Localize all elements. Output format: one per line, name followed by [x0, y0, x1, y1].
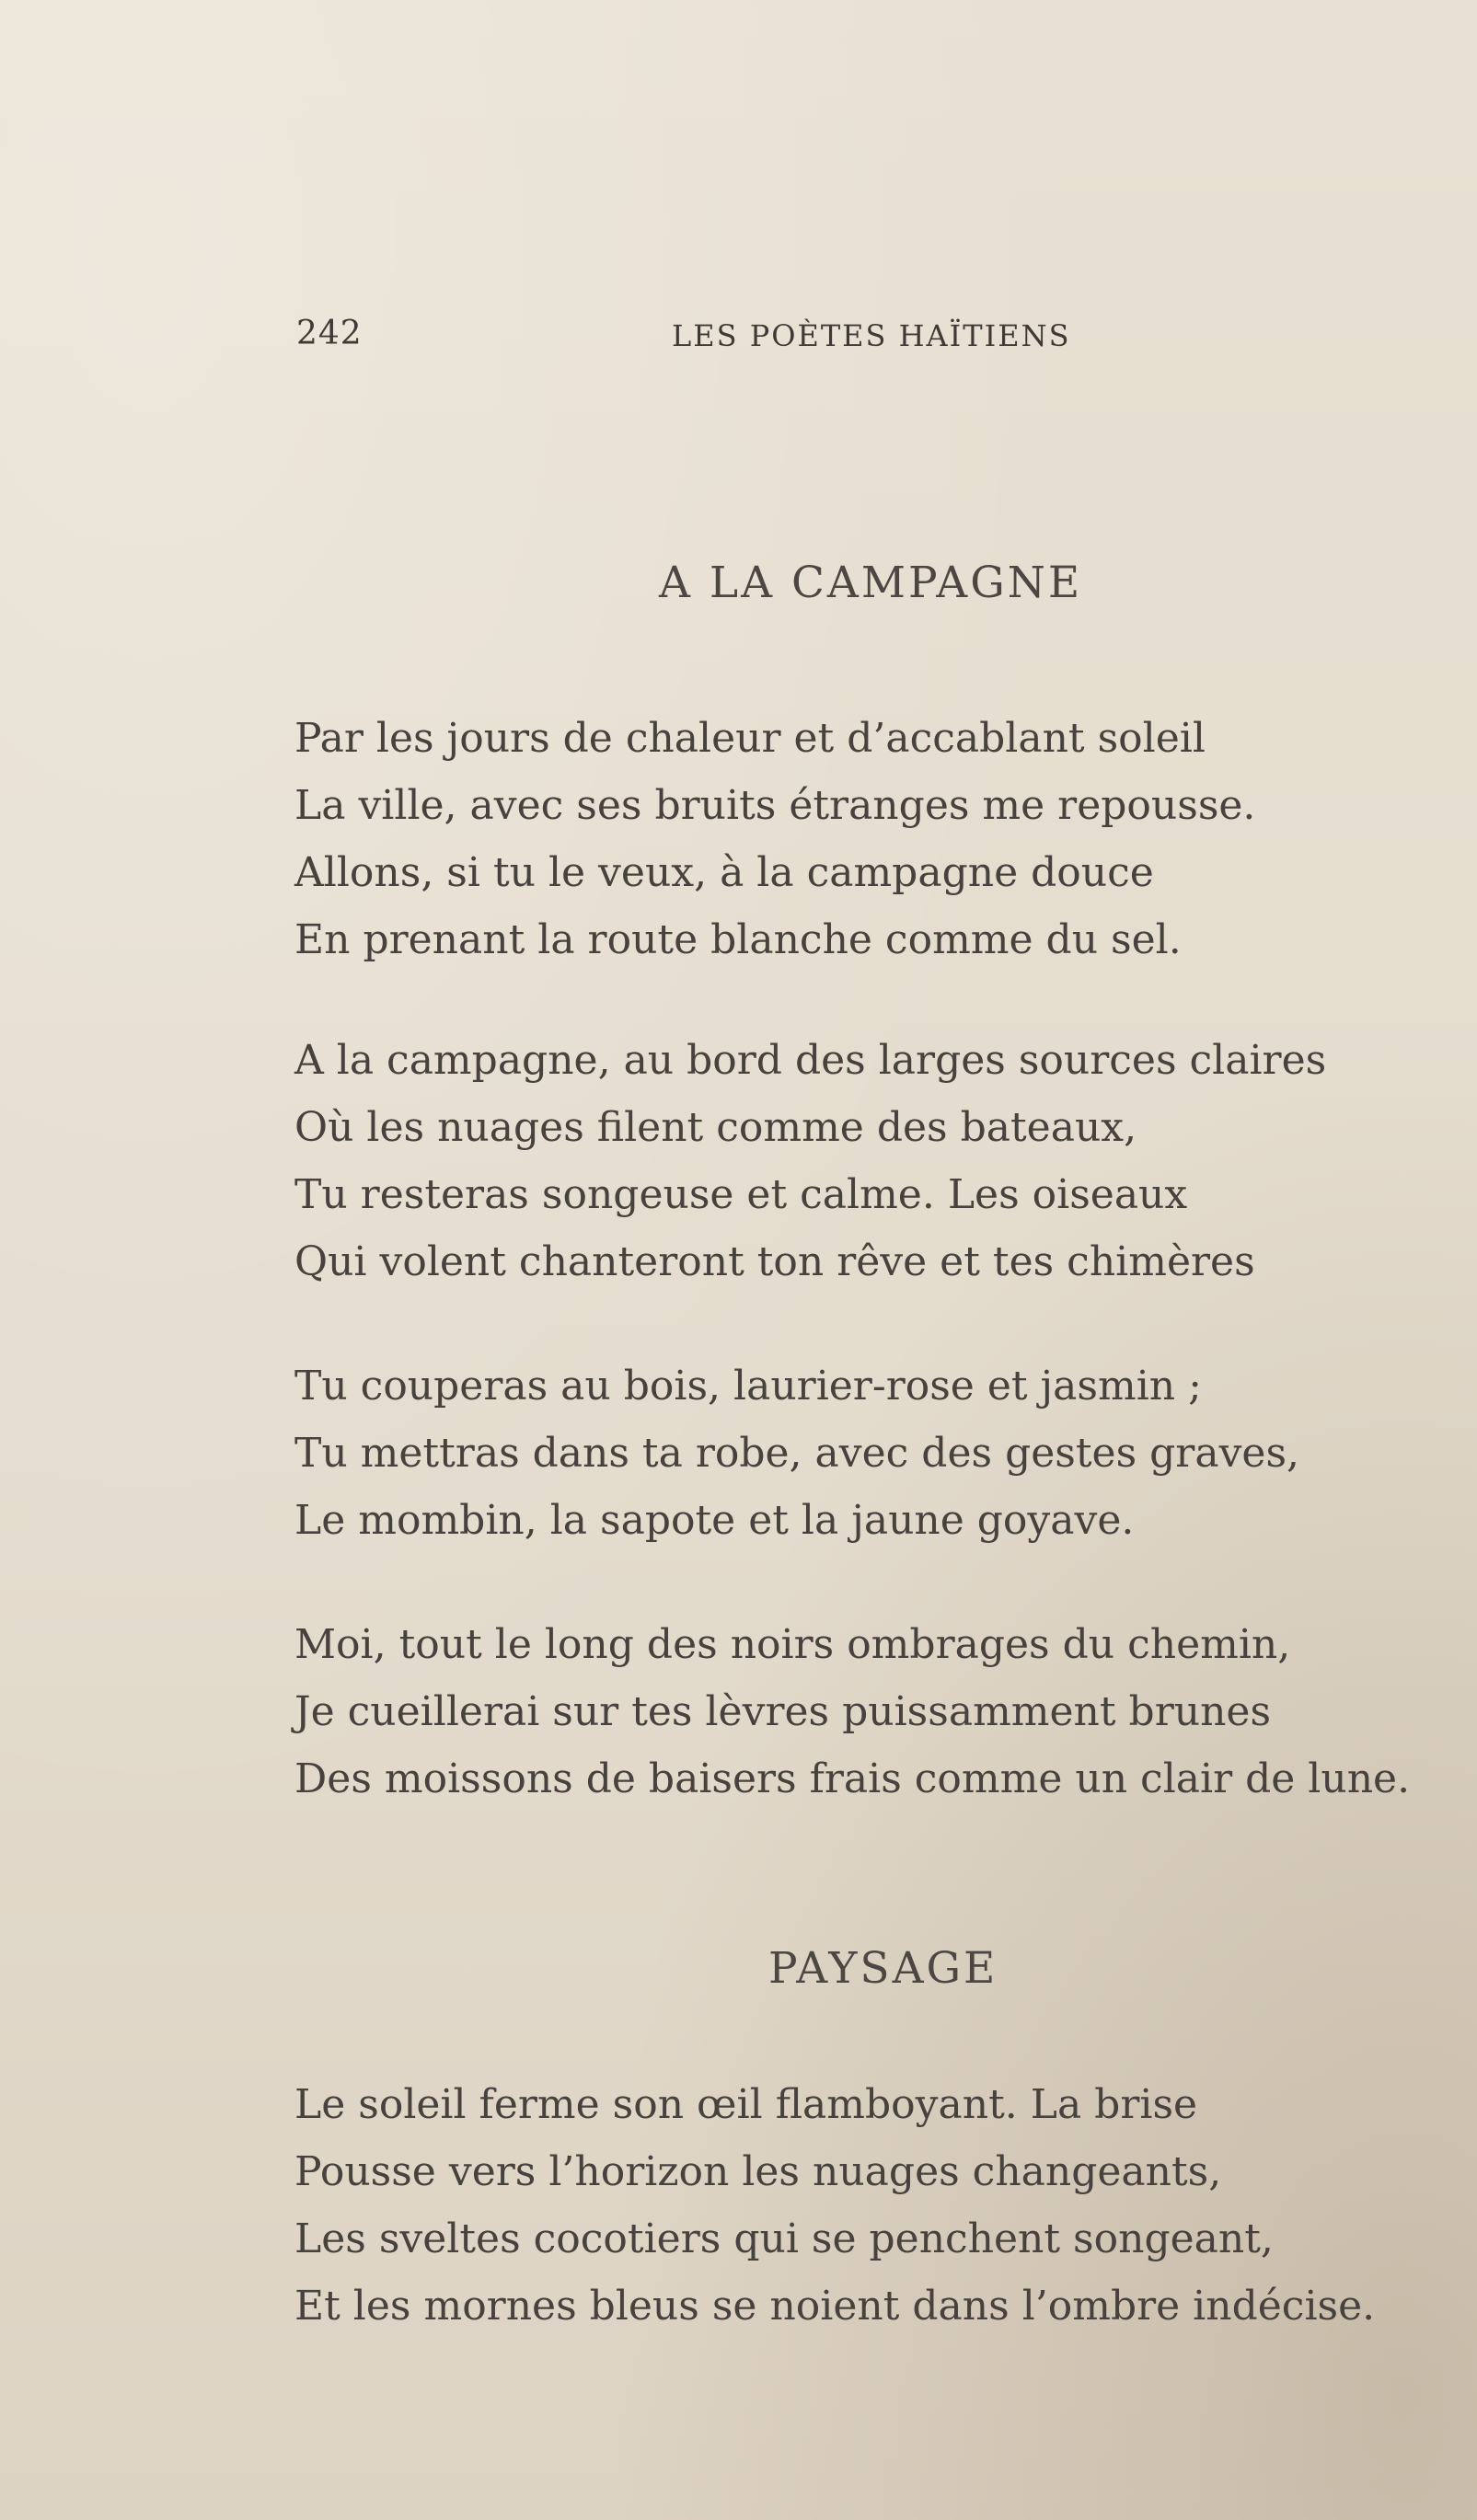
stanza: [294, 1027, 1436, 1295]
verse-line: Qui volent chanteront ton rêve et tes chimères: [294, 1238, 1255, 1285]
poem-title: A LA CAMPAGNE: [659, 558, 1083, 608]
verse-line: Le soleil ferme son œil flamboyant. La brise: [294, 2081, 1198, 2128]
verse-line: En prenant la route blanche comme du sel.: [294, 916, 1182, 963]
running-head: [0, 315, 1477, 361]
verse-line: Des moissons de baisers frais comme un clair de lune.: [294, 1755, 1411, 1802]
verse-line: Par les jours de chaleur et d’accablant soleil: [294, 715, 1206, 762]
running-title: LES POÈTES HAÏTIENS: [672, 318, 1071, 353]
verse-line: La ville, avec ses bruits étranges me repousse.: [294, 782, 1256, 829]
page-number: 242: [296, 315, 363, 352]
verse-line: Où les nuages filent comme des bateaux,: [294, 1104, 1137, 1151]
verse-line: A la campagne, au bord des larges sources claires: [294, 1037, 1327, 1084]
stanza: [294, 2071, 1436, 2340]
verse-line: Tu couperas au bois, laurier-rose et jasmin ;: [294, 1363, 1202, 1410]
verse-line: Tu mettras dans ta robe, avec des gestes graves,: [294, 1430, 1300, 1477]
verse-line: Moi, tout le long des noirs ombrages du chemin,: [294, 1621, 1291, 1668]
stanza: [294, 705, 1436, 973]
verse-line: Et les mornes bleus se noient dans l’ombre indécise.: [294, 2283, 1376, 2330]
verse-line: Les sveltes cocotiers qui se penchent songeant,: [294, 2215, 1274, 2262]
verse-line: Allons, si tu le veux, à la campagne douce: [294, 849, 1154, 896]
verse-line: Tu resteras songeuse et calme. Les oiseaux: [294, 1171, 1188, 1218]
verse-line: Le mombin, la sapote et la jaune goyave.: [294, 1497, 1135, 1544]
stanza: [294, 1611, 1436, 1812]
verse-line: Pousse vers l’horizon les nuages changeants,: [294, 2148, 1222, 2195]
stanza: [294, 1352, 1436, 1554]
verse-line: Je cueillerai sur tes lèvres puissamment brunes: [294, 1688, 1272, 1735]
poem-title: PAYSAGE: [768, 1943, 998, 1994]
